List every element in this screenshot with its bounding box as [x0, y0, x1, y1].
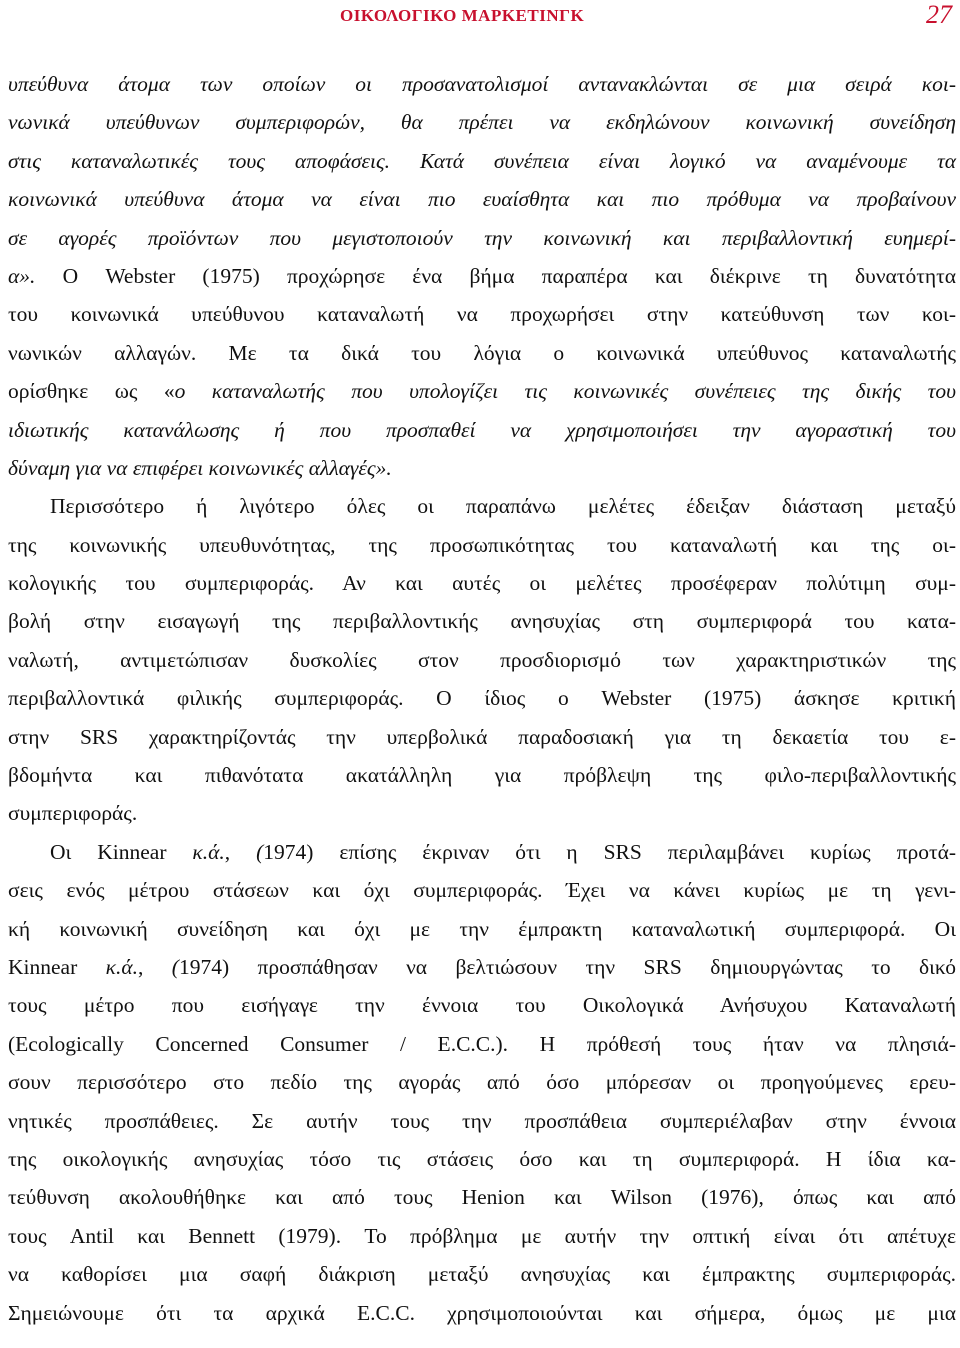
text-segment: της οικολογικής ανησυχίας τόσο τις στάσεις όσο και τη συμπεριφορά. Η ίδια κα-: [8, 1146, 956, 1171]
text-segment: (: [256, 839, 264, 864]
text-segment: νωνικών αλλαγών. Με τα δικά του λόγια ο κοινωνικά υπεύθυνος καταναλωτής: [8, 340, 956, 365]
text-line: [8, 756, 956, 794]
text-segment: ιδιωτικής κατανάλωσης ή που προσπαθεί να χρησιμοποιήσει την αγοραστική του: [8, 417, 956, 442]
text-line: [8, 257, 956, 295]
text-segment: ,: [138, 954, 172, 979]
text-segment: τους μέτρο που εισήγαγε την έννοια του Οικολογικά Ανήσυχου Καταναλωτή: [8, 993, 956, 1018]
text-segment: 1974) επίσης έκριναν ότι η SRS περιλαμβάνει κυρίως προτά-: [263, 839, 957, 864]
text-line: [8, 602, 956, 640]
text-line: [8, 372, 956, 410]
text-line: [8, 487, 956, 525]
text-segment: ,: [224, 839, 257, 864]
page-number: 27: [926, 0, 952, 29]
text-line: [8, 411, 956, 449]
text-segment: ο καταναλωτής που υπολογίζει τις κοινωνικές συνέπειες της δικής του: [174, 379, 956, 404]
text-segment: ναλωτή, αντιμετώπισαν δυσκολίες στον προσδιορισμό των χαρακτηριστικών της: [8, 647, 956, 672]
text-line: [8, 871, 956, 909]
text-segment: α».: [8, 263, 63, 288]
text-line: [8, 1140, 956, 1178]
text-segment: (Ecologically Concerned Consumer / E.C.C.). Η πρόθεσή τους ήταν να πλησιά-: [8, 1031, 956, 1056]
text-line: [8, 526, 956, 564]
text-line: [8, 986, 956, 1024]
text-segment: τους Antil και Bennett (1979). Το πρόβλημα με αυτήν την οπτική είναι ότι απέτυχε: [8, 1223, 956, 1248]
text-line: [8, 142, 956, 180]
text-segment: συμπεριφοράς.: [8, 801, 138, 826]
text-segment: υπεύθυνα άτομα των οποίων οι προσανατολισμοί αντανακλώνται σε μια σειρά κοι-: [8, 72, 956, 96]
text-line: [8, 833, 956, 871]
text-segment: του κοινωνικά υπεύθυνου καταναλωτή να προχωρήσει στην κατεύθυνση των κοι-: [8, 302, 956, 327]
text-line: [8, 910, 956, 948]
text-line: [8, 1102, 956, 1140]
text-segment: σε αγορές προϊόντων που μεγιστοποιούν την κοινωνική και περιβαλλοντική ευημερί-: [8, 225, 956, 250]
text-segment: στις καταναλωτικές τους αποφάσεις. Κατά συνέπεια είναι λογικό να αναμένουμε τα: [8, 148, 956, 173]
text-segment: Σημειώνουμε ότι τα αρχικά E.C.C. χρησιμοποιούνται και σήμερα, όμως με μια: [8, 1300, 956, 1325]
text-segment: τεύθυνση ακολουθήθηκε και από τους Henion και Wilson (1976), όπως και από: [8, 1185, 956, 1210]
text-line: [8, 103, 956, 141]
text-segment: νωνικά υπεύθυνων συμπεριφορών, θα πρέπει να εκδηλώνουν κοινωνική συνείδηση: [8, 110, 956, 135]
text-segment: σεις ενός μέτρου στάσεων και όχι συμπεριφοράς. Έχει να κάνει κυρίως με τη γενι-: [8, 878, 956, 903]
text-line: [8, 180, 956, 218]
text-segment: κ.ά.: [192, 839, 225, 864]
text-segment: στην SRS χαρακτηρίζοντάς την υπερβολικά παραδοσιακή για τη δεκαετία του ε-: [8, 724, 956, 749]
text-segment: κ.ά.: [105, 954, 139, 979]
text-line: [8, 65, 956, 103]
text-segment: περιβαλλοντικά φιλικής συμπεριφοράς. Ο ίδιος ο Webster (1975) άσκησε κριτική: [8, 686, 956, 711]
text-segment: Οι Kinnear: [50, 839, 193, 864]
text-segment: νητικές προσπάθειες. Σε αυτήν τους την προσπάθεια συμπεριέλαβαν στην έννοια: [8, 1108, 956, 1133]
text-segment: βδομήντα και πιθανότατα ακατάλληλη για πρόβλεψη της φιλο-περιβαλλοντικής: [8, 763, 956, 788]
running-title: ΟΙΚΟΛΟΓΙΚΟ ΜΑΡΚΕΤΙΝΓΚ: [340, 6, 585, 25]
text-segment: Ο Webster (1975) προχώρησε ένα βήμα παραπέρα και διέκρινε τη δυνατότητα: [62, 263, 956, 288]
text-segment: (: [171, 954, 179, 979]
text-line: [8, 219, 956, 257]
text-line: [8, 679, 956, 717]
text-segment: να καθορίσει μια σαφή διάκριση μεταξύ ανησυχίας και έμπρακτης συμπεριφοράς.: [8, 1262, 956, 1287]
text-segment: 1974) προσπάθησαν να βελτιώσουν την SRS δημιουργώντας το δικό: [178, 954, 957, 979]
text-segment: δύναμη για να επιφέρει κοινωνικές αλλαγές».: [8, 455, 392, 480]
text-line: [8, 1025, 956, 1063]
text-segment: κή κοινωνική συνείδηση και όχι με την έμπρακτη καταναλωτική συμπεριφορά. Οι: [8, 916, 956, 941]
text-line: [8, 718, 956, 756]
body-text: [8, 65, 956, 1332]
text-segment: κολογικής του συμπεριφοράς. Αν και αυτές οι μελέτες προσέφεραν πολύτιμη συμ-: [8, 571, 956, 596]
text-line: [8, 1217, 956, 1255]
text-line: [8, 1255, 956, 1293]
text-segment: ορίσθηκε ως «: [8, 379, 175, 404]
text-line: [8, 295, 956, 333]
text-segment: σουν περισσότερο στο πεδίο της αγοράς από όσο μπόρεσαν οι προηγούμενες ερευ-: [8, 1070, 956, 1095]
text-segment: της κοινωνικής υπευθυνότητας, της προσωπικότητας του καταναλωτή και της οι-: [8, 532, 956, 557]
text-segment: βολή στην εισαγωγή της περιβαλλοντικής ανησυχίας στη συμπεριφορά του κατα-: [8, 609, 956, 634]
text-line: [8, 1178, 956, 1216]
text-segment: Kinnear: [8, 954, 106, 979]
text-segment: κοινωνικά υπεύθυνα άτομα να είναι πιο ευαίσθητα και πιο πρόθυμα να προβαίνουν: [8, 187, 956, 212]
text-line: [8, 1294, 956, 1332]
text-segment: Περισσότερο ή λιγότερο όλες οι παραπάνω μελέτες έδειξαν διάσταση μεταξύ: [50, 494, 956, 519]
text-line: [8, 948, 956, 986]
text-line: [8, 334, 956, 372]
text-line: [8, 794, 956, 832]
text-line: [8, 1063, 956, 1101]
text-line: [8, 449, 956, 487]
text-line: [8, 641, 956, 679]
text-line: [8, 564, 956, 602]
